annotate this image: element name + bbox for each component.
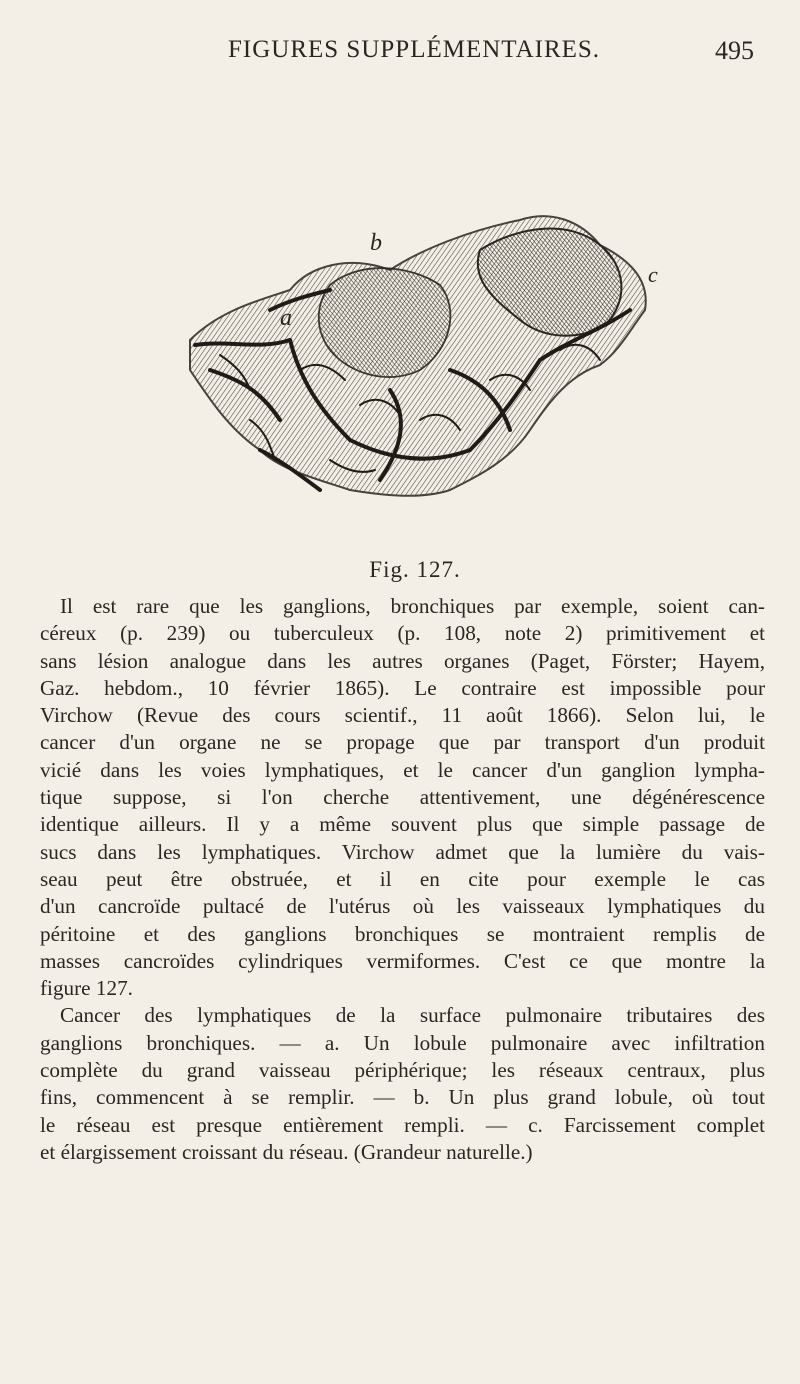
text-line: sucs dans les lymphatiques. Virchow admet que la lumière du vais- [40, 839, 765, 864]
text-line: Cancer des lymphatiques de la surface pulmonaire tributaires des [60, 1003, 765, 1028]
page-number: 495 [715, 36, 754, 65]
figure-caption: Fig. 127. [369, 557, 461, 582]
text-line: Il est rare que les ganglions, bronchiques par exemple, soient can- [60, 594, 765, 618]
page-header [0, 36, 800, 76]
text-line: d'un cancroïde pultacé de l'utérus où les vaisseaux lymphatiques du [40, 894, 765, 919]
text-line: sans lésion analogue dans les autres organes (Paget, Förster; Hayem, [40, 648, 765, 673]
text-line: vicié dans les voies lymphatiques, et le cancer d'un ganglion lympha- [40, 757, 765, 782]
text-line: seau peut être obstruée, et il en cite pour exemple le cas [40, 866, 765, 891]
text-line: ganglions bronchiques. — a. Un lobule pulmonaire avec infiltration [40, 1030, 765, 1055]
running-title: FIGURES SUPPLÉMENTAIRES. [228, 36, 601, 63]
text-line: identique ailleurs. Il y a même souvent plus que simple passage de [40, 812, 765, 837]
label-c: c [648, 262, 658, 287]
lymphatic-network-engraving [150, 190, 670, 520]
text-line: Virchow (Revue des cours scientif., 11 août 1866). Selon lui, le [40, 703, 765, 728]
text-line: masses cancroïdes cylindriques vermiformes. C'est ce que montre la [40, 948, 765, 973]
text-line: figure 127. [40, 976, 133, 1001]
text-line: complète du grand vaisseau périphérique; les réseaux centraux, plus [40, 1058, 765, 1083]
text-line: cancer d'un organe ne se propage que par transport d'un produit [40, 730, 765, 755]
figure-illustration [150, 190, 670, 520]
text-line: Gaz. hebdom., 10 février 1865). Le contraire est impossible pour [40, 675, 765, 700]
paragraph-1 [40, 593, 765, 1002]
text-line: fins, commencent à se remplir. — b. Un plus grand lobule, où tout [40, 1085, 765, 1110]
label-b: b [370, 230, 382, 256]
text-line: péritoine et des ganglions bronchiques se montraient remplis de [40, 921, 765, 946]
text-line: le réseau est presque entièrement rempli. — c. Farcissement complet [40, 1112, 765, 1137]
body-text [40, 593, 765, 1166]
label-a: a [280, 305, 292, 331]
text-line: tique suppose, si l'on cherche attentivement, une dégénérescence [40, 785, 765, 810]
text-line: et élargissement croissant du réseau. (Grandeur naturelle.) [40, 1139, 533, 1164]
paragraph-2-figure-legend [40, 1002, 765, 1166]
text-line: céreux (p. 239) ou tuberculeux (p. 108, note 2) primitivement et [40, 621, 765, 646]
